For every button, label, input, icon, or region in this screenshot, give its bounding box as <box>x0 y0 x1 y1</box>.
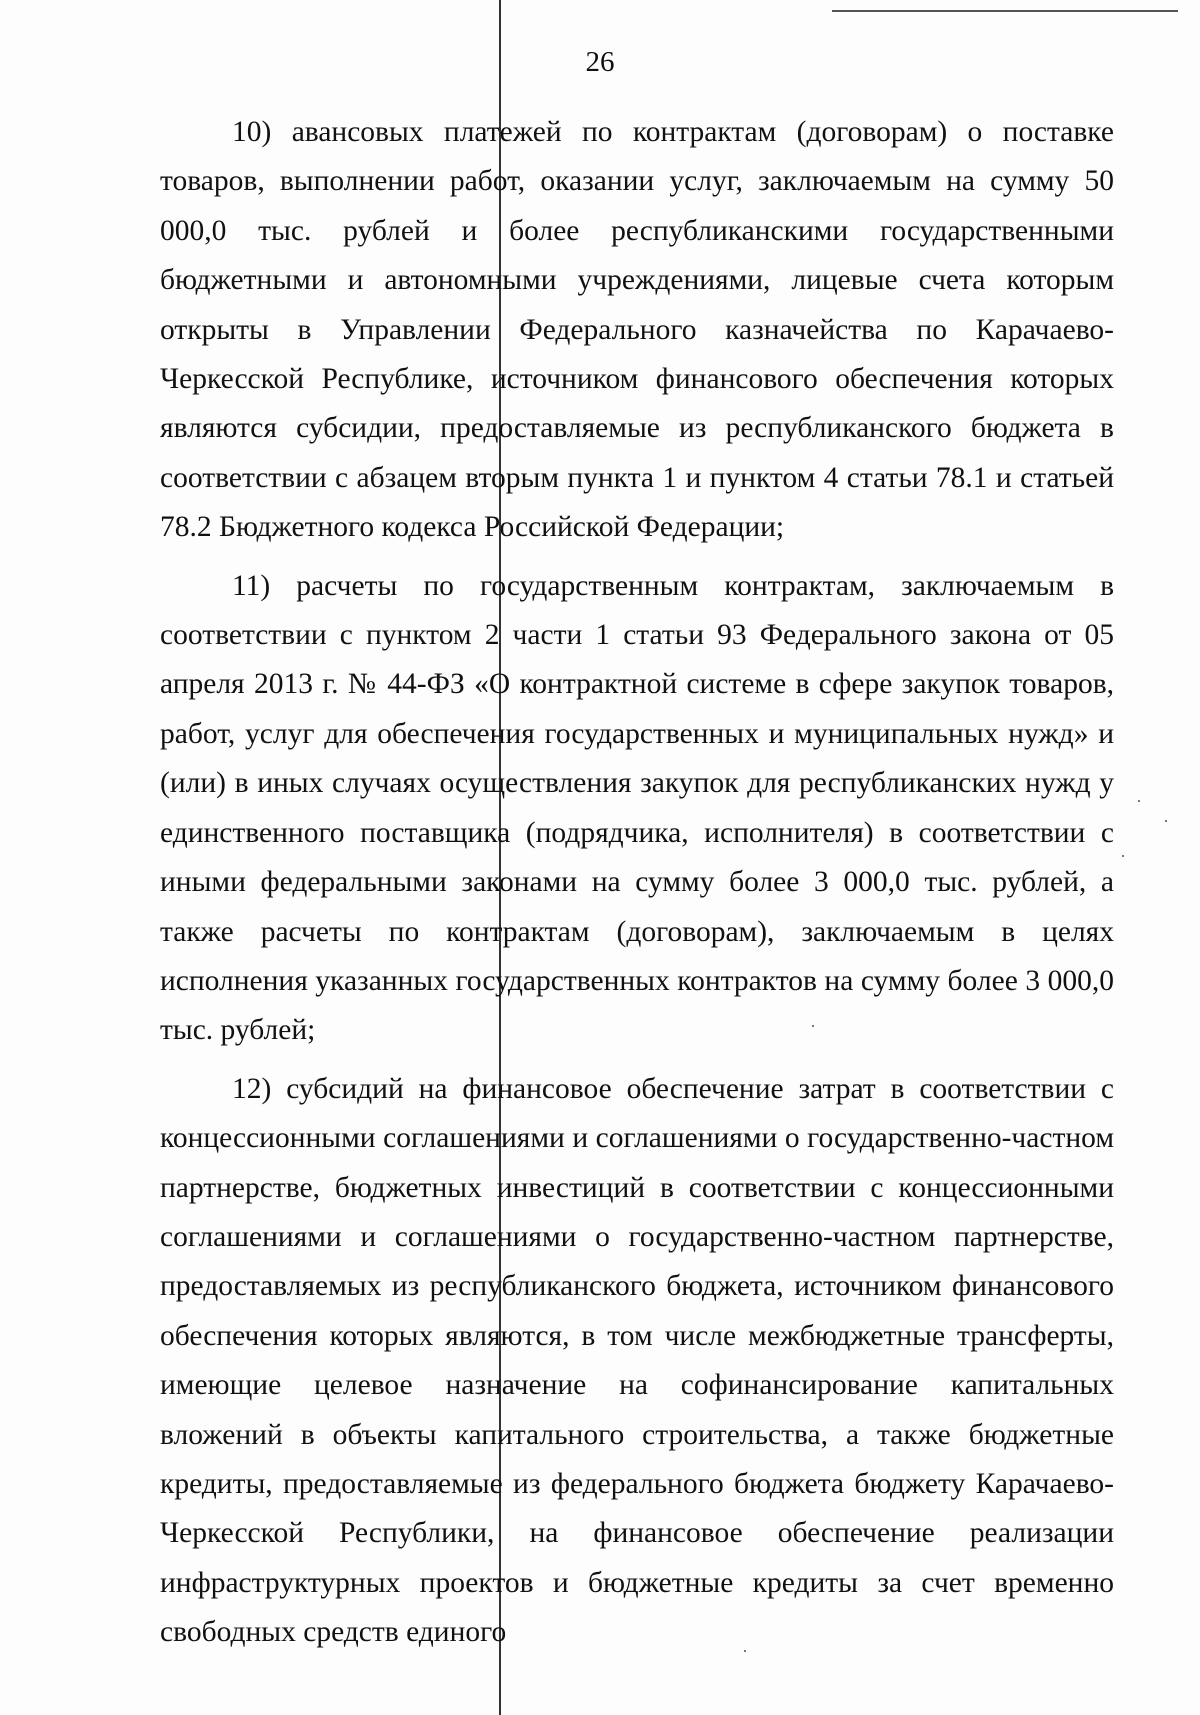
scan-speck <box>1122 855 1124 857</box>
scan-speck <box>1165 820 1167 822</box>
paragraph-item-11: 11) расчеты по государственным контрактам, заключаемым в соответствии с пунктом 2 части 1 статьи 93 Федерального закона от 05 апреля 2013 г. № 44-ФЗ «О контрактной системе в сфере закупок товаров, работ, услуг для обеспечения государственных и муниципальных нужд» и (или) в иных случаях осуществления закупок для республиканских нужд у единственного поставщика (подрядчика, исполнителя) в соответствии с иными федеральными законами на сумму более 3 000,0 тыс. рублей, а также расчеты по контрактам (договорам), заключаемым в целях исполнения указанных государственных контрактов на сумму более 3 000,0 тыс. рублей; <box>160 569 1114 1047</box>
scan-speck <box>1138 800 1140 802</box>
paragraph-item-12: 12) субсидий на финансовое обеспечение затрат в соответствии с концессионными соглашениями и соглашениями о государственно-частном партнерстве, бюджетных инвестиций в соответствии с концессионными соглашениями и соглашениями о государственно-частном партнерстве, предоставляемых из республиканского бюджета, источником финансового обеспечения которых являются, в том числе межбюджетные трансферты, имеющие целевое назначение на софинансирование капитальных вложений в объекты капитального строительства, а также бюджетные кредиты, предоставляемые из федерального бюджета бюджету Карачаево-Черкесской Республики, на финансовое обеспечение реализации инфраструктурных проектов и бюджетные кредиты за счет временно свободных средств единого <box>160 1072 1114 1649</box>
paragraph-item-10: 10) авансовых платежей по контрактам (договорам) о поставке товаров, выполнении работ, оказании услуг, заключаемым на сумму 50 000,0 тыс. рублей и более республиканскими государственными бюджетными и автономными учреждениями, лицевые счета которым открыты в Управлении Федерального казначейства по Карачаево-Черкесской Республике, источником финансового обеспечения которых являются субсидии, предоставляемые из республиканского бюджета в соответствии с абзацем вторым пункта 1 и пунктом 4 статьи 78.1 и статьей 78.2 Бюджетного кодекса Российской Федерации; <box>160 116 1114 544</box>
top-edge-rule <box>832 10 1178 12</box>
page-number: 26 <box>585 46 615 78</box>
document-body <box>160 108 1114 1667</box>
